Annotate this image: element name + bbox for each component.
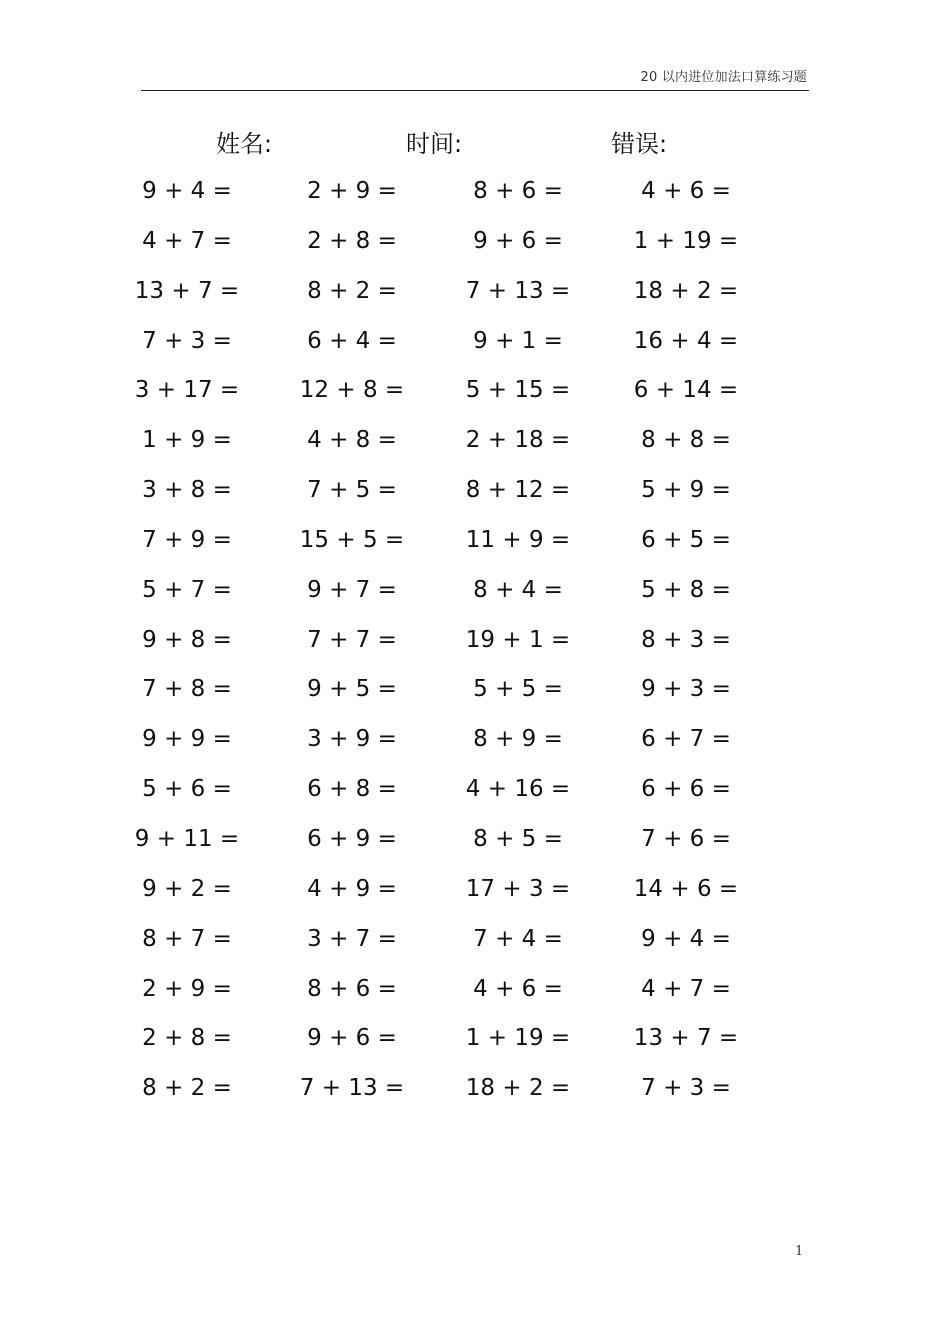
problem: 9 + 9 = bbox=[142, 726, 232, 753]
problem: 9 + 6 = bbox=[307, 1025, 397, 1052]
problem: 5 + 5 = bbox=[473, 676, 563, 703]
problem: 1 + 19 = bbox=[465, 1025, 571, 1052]
problem: 2 + 8 = bbox=[142, 1025, 232, 1052]
problem: 2 + 18 = bbox=[465, 427, 571, 454]
problem: 7 + 13 = bbox=[299, 1075, 405, 1102]
problem: 3 + 17 = bbox=[134, 377, 240, 404]
student-info-row bbox=[0, 124, 950, 160]
problem: 9 + 2 = bbox=[142, 875, 232, 902]
problem: 16 + 4 = bbox=[633, 327, 739, 354]
problem-row bbox=[0, 869, 950, 919]
problem: 5 + 7 = bbox=[142, 576, 232, 603]
problem: 4 + 6 = bbox=[641, 178, 731, 204]
problem: 13 + 7 = bbox=[633, 1025, 739, 1052]
problem: 6 + 9 = bbox=[307, 825, 397, 852]
errors-label: 错误: bbox=[611, 130, 668, 158]
problem: 8 + 2 = bbox=[142, 1075, 232, 1102]
problem: 5 + 8 = bbox=[641, 576, 731, 603]
problem-row bbox=[0, 321, 950, 371]
problem: 1 + 19 = bbox=[633, 227, 739, 254]
problem-row bbox=[0, 221, 950, 271]
name-label: 姓名: bbox=[216, 130, 273, 158]
problem: 8 + 4 = bbox=[473, 576, 563, 603]
problem-row bbox=[0, 520, 950, 570]
problem: 6 + 8 = bbox=[307, 776, 397, 803]
page-header bbox=[141, 62, 809, 91]
problem: 8 + 12 = bbox=[465, 477, 571, 504]
problem: 9 + 11 = bbox=[134, 825, 240, 852]
problem: 7 + 3 = bbox=[142, 327, 232, 354]
problem: 7 + 5 = bbox=[307, 477, 397, 504]
problem: 8 + 3 = bbox=[641, 626, 731, 653]
page-number: 1 bbox=[795, 1244, 804, 1259]
problem: 8 + 5 = bbox=[473, 825, 563, 852]
problem-row bbox=[0, 470, 950, 520]
problem: 6 + 14 = bbox=[633, 377, 739, 404]
problem-row bbox=[0, 271, 950, 321]
problem: 4 + 7 = bbox=[641, 975, 731, 1002]
problem-row bbox=[0, 919, 950, 969]
problem-row bbox=[0, 570, 950, 620]
problem-row bbox=[0, 719, 950, 769]
problem: 4 + 9 = bbox=[307, 875, 397, 902]
problem: 3 + 9 = bbox=[307, 726, 397, 753]
problem: 9 + 8 = bbox=[142, 626, 232, 653]
document-title: 20 以内进位加法口算练习题 bbox=[640, 70, 807, 85]
problem: 4 + 6 = bbox=[473, 975, 563, 1002]
problem: 18 + 2 = bbox=[465, 1075, 571, 1102]
problem: 6 + 4 = bbox=[307, 327, 397, 354]
problem: 8 + 6 = bbox=[473, 178, 563, 204]
problem: 7 + 4 = bbox=[473, 925, 563, 952]
problem: 7 + 3 = bbox=[641, 1075, 731, 1102]
problem: 3 + 8 = bbox=[142, 477, 232, 504]
problem-row bbox=[0, 969, 950, 1019]
problem: 14 + 6 = bbox=[633, 875, 739, 902]
problem-row bbox=[0, 420, 950, 470]
time-label: 时间: bbox=[406, 130, 463, 158]
problem: 9 + 4 = bbox=[142, 178, 232, 204]
problem: 3 + 7 = bbox=[307, 925, 397, 952]
problem: 6 + 5 = bbox=[641, 526, 731, 553]
problem: 9 + 1 = bbox=[473, 327, 563, 354]
problem: 13 + 7 = bbox=[134, 277, 240, 304]
problem: 8 + 2 = bbox=[307, 277, 397, 304]
problem: 8 + 7 = bbox=[142, 925, 232, 952]
problem: 15 + 5 = bbox=[299, 526, 405, 553]
problem: 19 + 1 = bbox=[465, 626, 571, 653]
problem: 6 + 7 = bbox=[641, 726, 731, 753]
problem: 7 + 13 = bbox=[465, 277, 571, 304]
problem-row bbox=[0, 669, 950, 719]
problem: 9 + 3 = bbox=[641, 676, 731, 703]
problem: 7 + 6 = bbox=[641, 825, 731, 852]
problem: 5 + 9 = bbox=[641, 477, 731, 504]
problem-grid bbox=[0, 171, 950, 1118]
problem: 2 + 9 = bbox=[142, 975, 232, 1002]
problem-row bbox=[0, 1018, 950, 1068]
problem-row bbox=[0, 171, 950, 221]
problem-row bbox=[0, 1068, 950, 1118]
problem: 8 + 8 = bbox=[641, 427, 731, 454]
problem: 7 + 9 = bbox=[142, 526, 232, 553]
problem: 7 + 8 = bbox=[142, 676, 232, 703]
problem-row bbox=[0, 620, 950, 670]
problem: 17 + 3 = bbox=[465, 875, 571, 902]
problem: 2 + 8 = bbox=[307, 227, 397, 254]
problem-row bbox=[0, 370, 950, 420]
problem: 8 + 6 = bbox=[307, 975, 397, 1002]
problem-row bbox=[0, 769, 950, 819]
problem: 9 + 5 = bbox=[307, 676, 397, 703]
problem: 11 + 9 = bbox=[465, 526, 571, 553]
problem: 6 + 6 = bbox=[641, 776, 731, 803]
problem: 4 + 16 = bbox=[465, 776, 571, 803]
problem: 9 + 4 = bbox=[641, 925, 731, 952]
problem: 5 + 6 = bbox=[142, 776, 232, 803]
problem: 2 + 9 = bbox=[307, 178, 397, 204]
problem: 18 + 2 = bbox=[633, 277, 739, 304]
problem: 5 + 15 = bbox=[465, 377, 571, 404]
problem: 1 + 9 = bbox=[142, 427, 232, 454]
problem: 9 + 6 = bbox=[473, 227, 563, 254]
problem: 4 + 8 = bbox=[307, 427, 397, 454]
problem-row bbox=[0, 819, 950, 869]
problem: 9 + 7 = bbox=[307, 576, 397, 603]
problem: 7 + 7 = bbox=[307, 626, 397, 653]
problem: 12 + 8 = bbox=[299, 377, 405, 404]
problem: 4 + 7 = bbox=[142, 227, 232, 254]
problem: 8 + 9 = bbox=[473, 726, 563, 753]
